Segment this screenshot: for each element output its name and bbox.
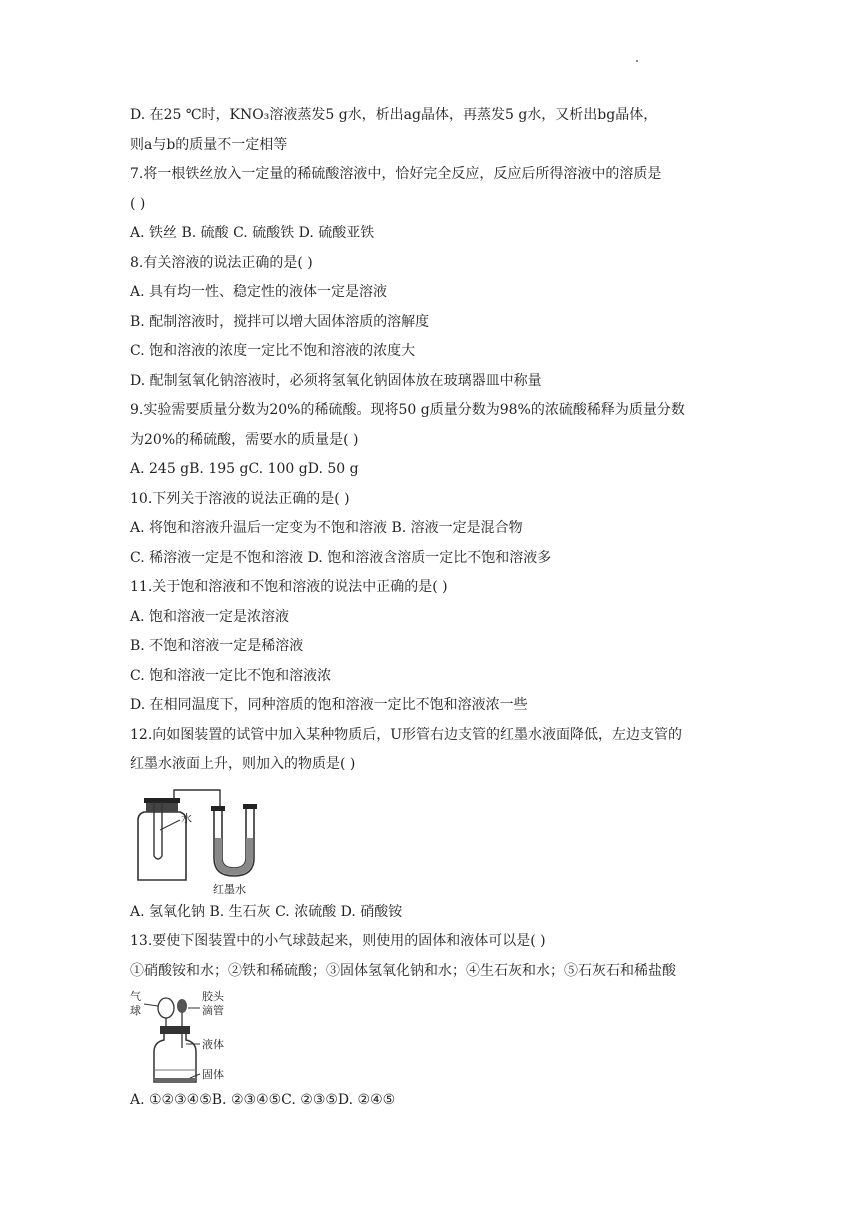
q12-stem-line2: 红墨水液面上升，则加入的物质是( ) — [130, 756, 356, 772]
q11-option-d: D. 在相同温度下，同种溶质的饱和溶液一定比不饱和溶液浓一些 — [130, 697, 528, 713]
q8-option-a: A. 具有均一性、稳定性的液体一定是溶液 — [130, 284, 388, 300]
q13-choices: ①硝酸铵和水；②铁和稀硫酸；③固体氢氧化钠和水；④生石灰和水；⑤石灰石和稀盐酸 — [130, 962, 676, 979]
q8-stem: 8.有关溶液的说法正确的是( ) — [130, 254, 313, 271]
q11-stem: 11.关于饱和溶液和不饱和溶液的说法中正确的是( ) — [130, 579, 448, 595]
q10-options-ab: A. 将饱和溶液升温后一定变为不饱和溶液 B. 溶液一定是混合物 — [130, 520, 523, 536]
q11-option-a: A. 饱和溶液一定是浓溶液 — [130, 608, 290, 625]
q7-options: A. 铁丝 B. 硫酸 C. 硫酸铁 D. 硫酸亚铁 — [130, 225, 375, 241]
dropper-icon — [177, 999, 187, 1013]
q12-apparatus-figure — [130, 780, 740, 898]
q9-options: A. 245 gB. 195 gC. 100 gD. 50 g — [130, 461, 359, 477]
label-water: 水 — [181, 811, 192, 825]
q7-stem-line2: ( ) — [130, 195, 146, 212]
q12-stem-line1: 12.向如图装置的试管中加入某种物质后，U形管右边支管的红墨水液面降低，左边支管的 — [130, 726, 683, 743]
label-dropper-1: 胶头 — [202, 990, 224, 1003]
q11-option-b: B. 不饱和溶液一定是稀溶液 — [130, 638, 304, 654]
label-balloon-2: 球 — [130, 1004, 141, 1017]
q9-stem-line2: 为20%的稀硫酸，需要水的质量是( ) — [130, 431, 359, 448]
balloon-icon — [158, 998, 174, 1018]
q13-options: A. ①②③④⑤B. ②③④⑤C. ②③⑤D. ②④⑤ — [130, 1092, 396, 1108]
q11-option-c: C. 饱和溶液一定比不饱和溶液浓 — [130, 667, 332, 684]
bottle-u-tube-diagram — [130, 780, 270, 898]
balloon-flask-diagram — [130, 986, 270, 1086]
q10-options-cd: C. 稀溶液一定是不饱和溶液 D. 饱和溶液含溶质一定比不饱和溶液多 — [130, 549, 552, 566]
label-liquid: 液体 — [202, 1038, 224, 1051]
label-solid: 固体 — [202, 1068, 224, 1081]
question-list — [130, 101, 740, 1116]
q6-option-d-line1: D. 在25 ℃时，KNO₃溶液蒸发5 g水，析出ag晶体，再蒸发5 g水，又析出bg晶体， — [130, 107, 658, 123]
q13-stem: 13.要使下图装置中的小气球鼓起来，则使用的固体和液体可以是( ) — [130, 933, 546, 949]
q8-option-d: D. 配制氢氧化钠溶液时，必须将氢氧化钠固体放在玻璃器皿中称量 — [130, 372, 542, 389]
label-red-ink: 红墨水 — [213, 882, 246, 896]
q12-options: A. 氢氧化钠 B. 生石灰 C. 浓硫酸 D. 硝酸铵 — [130, 903, 403, 920]
q6-option-d-line2: 则a与b的质量不一定相等 — [130, 136, 288, 153]
label-dropper-2: 滴管 — [202, 1004, 224, 1017]
q7-stem-line1: 7.将一根铁丝放入一定量的稀硫酸溶液中，恰好完全反应，反应后所得溶液中的溶质是 — [130, 166, 662, 182]
q9-stem-line1: 9.实验需要质量分数为20%的稀硫酸。现将50 g质量分数为98%的浓硫酸稀释为质量分数 — [130, 402, 685, 418]
q13-apparatus-figure — [130, 986, 740, 1086]
label-balloon-1: 气 — [130, 990, 141, 1003]
page-dot — [636, 60, 638, 62]
q8-option-c: C. 饱和溶液的浓度一定比不饱和溶液的浓度大 — [130, 343, 416, 359]
q10-stem: 10.下列关于溶液的说法正确的是( ) — [130, 490, 350, 507]
q8-option-b: B. 配制溶液时，搅拌可以增大固体溶质的溶解度 — [130, 313, 430, 330]
